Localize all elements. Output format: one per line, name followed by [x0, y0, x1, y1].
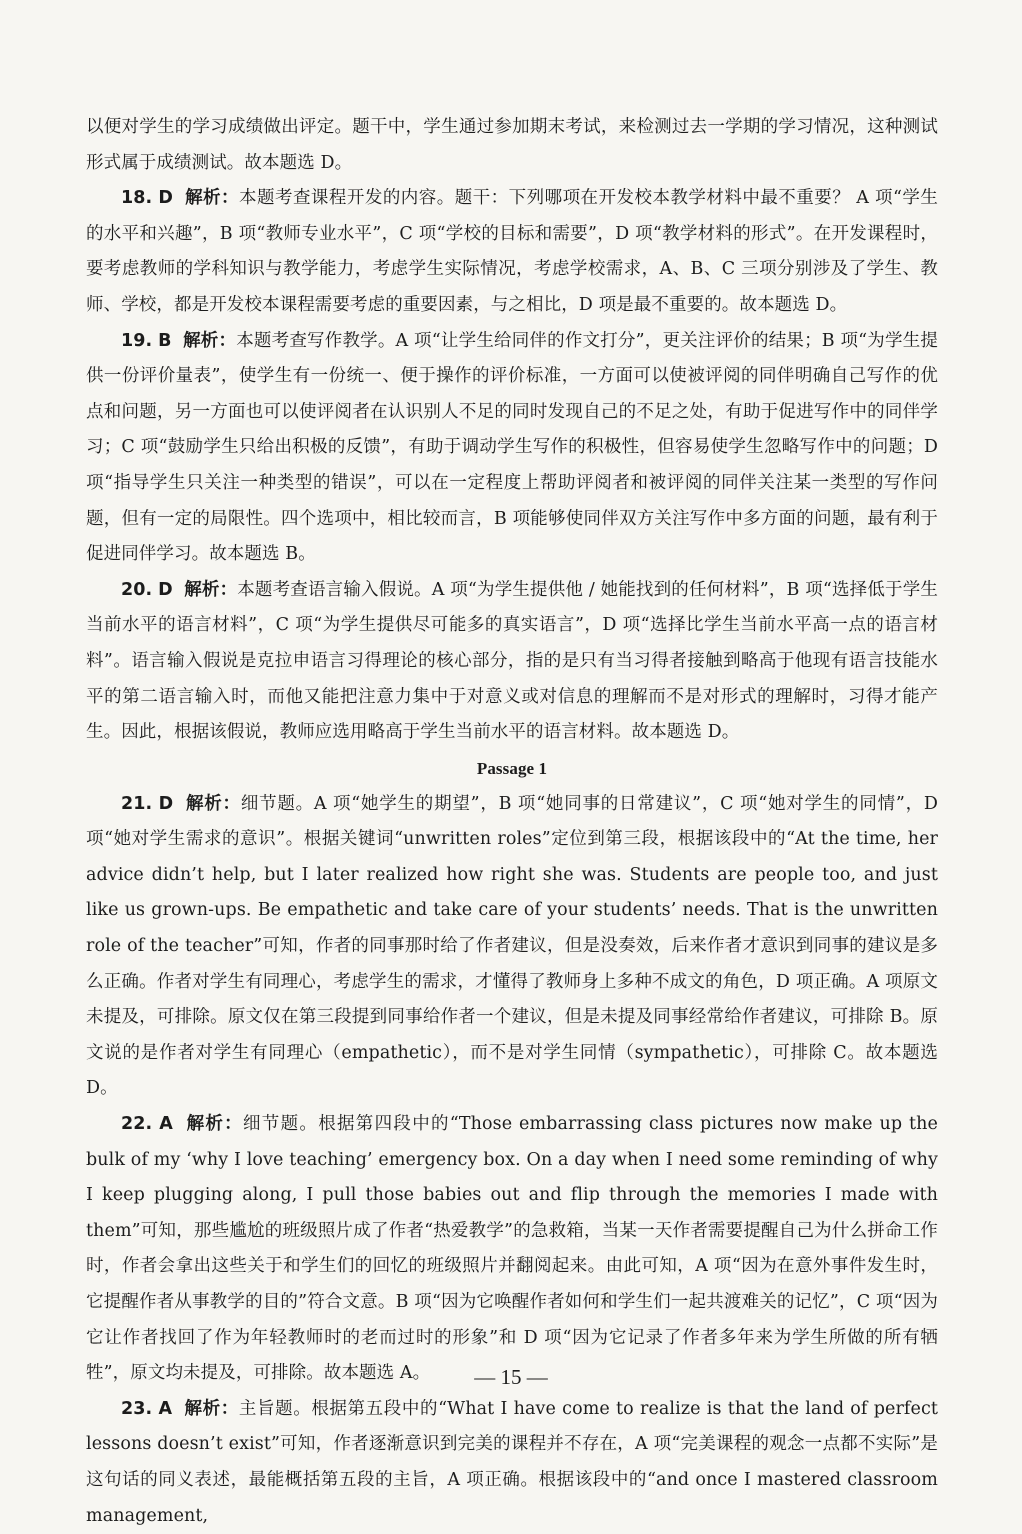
analysis-text: 细节题。A 项“她学生的期望”，B 项“她同事的日常建议”，C 项“她对学生的同情”，D 项“她对学生需求的意识”。根据关键词“unwritten roles”定位到第三段，根据该段中的“At the time, her advice didn’t help, but I later realized how right she was. Students are people too, and just like us grown-ups. Be empathetic and take care of your students’ needs. That is the unwritten role of the teacher”可知，作者的同事那时给了作者建议，但是没奏效，后来作者才意识到同事的建议是多么正确。作者对学生有同理心，考虑学生的需求，才懂得了教师身上多种不成文的角色，D 项正确。A 项原文未提及，可排除。原文仅在第三段提到同事给作者一个建议，但是未提及同事经常给作者建议，可排除 B。原文说的是作者对学生有同理心（empathetic），而不是对学生同情（sympathetic），可排除 C。故本题选 D。	[86, 793, 938, 1099]
analysis-text: 本题考查写作教学。A 项“让学生给同伴的作文打分”，更关注评价的结果；B 项“为学生提供一份评价量表”，使学生有一份统一、便于操作的评价标准，一方面可以使被评阅的同伴明确自己写作的优点和问题，另一方面也可以使评阅者在认识别人不足的同时发现自己的不足之处，有助于促进写作中的同伴学习；C 项“鼓励学生只给出积极的反馈”，有助于调动学生写作的积极性，但容易使学生忽略写作中的问题；D 项“指导学生只关注一种类型的错误”，可以在一定程度上帮助评阅者和被评阅的同伴关注某一类型的写作问题，但有一定的局限性。四个选项中，相比较而言，B 项能够使同伴双方关注写作中多方面的问题，最有利于促进同伴学习。故本题选 B。	[86, 330, 939, 565]
question-number: 19.	[121, 330, 153, 351]
page-content	[86, 110, 938, 1534]
analysis-label: 解析：	[184, 579, 238, 600]
analysis-label: 解析：	[185, 793, 241, 814]
answer-letter: A	[158, 1398, 173, 1419]
answer-item-22	[86, 1107, 938, 1392]
answer-item-19	[86, 324, 938, 573]
question-number: 23.	[121, 1398, 153, 1419]
intro-paragraph: 以便对学生的学习成绩做出评定。题干中，学生通过参加期末考试，来检测过去一学期的学习情况，这种测试形式属于成绩测试。故本题选 D。	[86, 117, 938, 173]
answer-item-20	[86, 573, 938, 751]
question-number: 18.	[121, 188, 153, 209]
section-heading: Passage 1	[476, 758, 548, 778]
analysis-label: 解析：	[185, 188, 240, 209]
answer-letter: A	[159, 1114, 173, 1135]
analysis-text: 细节题。根据第四段中的“Those embarrassing class pictures now make up the bulk of my ‘why I love teaching’ emergency box. On a day when I need some reminding of why I keep plugging along, I pull those babies out and flip through the memories I made with them”可知，那些尴尬的班级照片成了作者“热爱教学”的急救箱，当某一天作者需要提醒自己为什么拼命工作时，作者会拿出这些关于和学生们的回忆的班级照片并翻阅起来。由此可知，A 项“因为在意外事件发生时，它提醒作者从事教学的目的”符合文意。B 项“因为它唤醒作者如何和学生们一起共渡难关的记忆”，C 项“因为它让作者找回了作为年轻教师时的老而过时的形象”和 D 项“因为它记录了作者多年来为学生所做的所有牺牲”，原文均未提及，可排除。故本题选 A。	[86, 1114, 938, 1384]
answer-letter: D	[158, 793, 174, 814]
analysis-text: 本题考查语言输入假说。A 项“为学生提供他 / 她能找到的任何材料”，B 项“选择低于学生当前水平的语言材料”，C 项“为学生提供尽可能多的真实语言”，D 项“选择比学生当前水平高一点的语言材料”。语言输入假说是克拉申语言习得理论的核心部分，指的是只有当习得者接触到略高于他现有语言技能水平的第二语言输入时，而他又能把注意力集中于对意义或对信息的理解而不是对形式的理解时，习得才能产生。因此，根据该假说，教师应选用略高于学生当前水平的语言材料。故本题选 D。	[86, 579, 939, 743]
answer-letter: D	[158, 188, 173, 209]
page-number: — 15 —	[474, 1365, 548, 1389]
question-number: 20.	[121, 579, 153, 600]
question-number: 22.	[121, 1114, 153, 1135]
answer-letter: D	[158, 579, 173, 600]
answer-item-23	[86, 1392, 938, 1534]
answer-item-18	[86, 181, 938, 323]
analysis-label: 解析：	[183, 330, 237, 351]
answer-letter: B	[158, 330, 172, 351]
question-number: 21.	[121, 793, 153, 814]
analysis-text: 本题考查课程开发的内容。题干：下列哪项在开发校本教学材料中最不重要？ A 项“学生的水平和兴趣”，B 项“教师专业水平”，C 项“学校的目标和需要”，D 项“教学材料的形式”。在开发课程时，要考虑教师的学科知识与教学能力，考虑学生实际情况，考虑学校需求，A、B、C 三项分别涉及了学生、教师、学校，都是开发校本课程需要考虑的重要因素，与之相比，D 项是最不重要的。故本题选 D。	[86, 188, 938, 315]
analysis-text: 主旨题。根据第五段中的“What I have come to realize is that the land of perfect lessons doesn’t exist”可知，作者逐渐意识到完美的课程并不存在，A 项“完美课程的观念一点都不实际”是这句话的同义表述，最能概括第五段的主旨，A 项正确。根据该段中的“and once I mastered classroom management,	[86, 1398, 938, 1526]
analysis-label: 解析：	[186, 1114, 243, 1135]
analysis-label: 解析：	[184, 1398, 239, 1419]
answer-item-21	[86, 787, 938, 1107]
